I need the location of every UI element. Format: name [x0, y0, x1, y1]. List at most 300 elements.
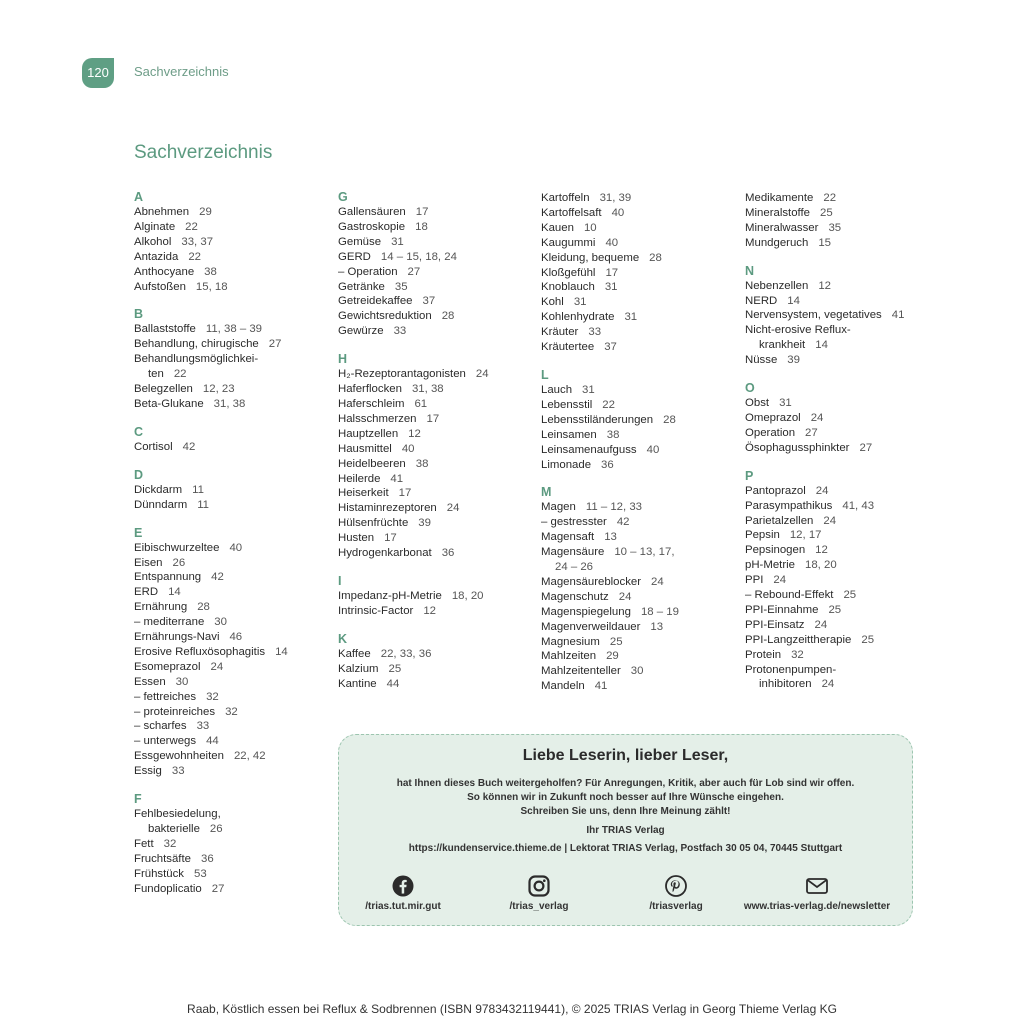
index-page-numbers: 14	[275, 645, 288, 658]
index-entry	[338, 265, 538, 280]
index-entry	[338, 235, 538, 250]
reader-feedback-box	[338, 734, 913, 926]
index-page-numbers: 11 – 12, 33	[585, 501, 643, 514]
index-term: Kloßgefühl	[541, 266, 596, 279]
index-entry	[338, 531, 538, 546]
index-entry	[134, 690, 334, 705]
index-term: Belegzellen	[134, 383, 193, 396]
index-page-numbers: 38	[606, 428, 620, 441]
index-term: Hauptzellen	[338, 427, 399, 440]
index-term: Entspannung	[134, 571, 202, 584]
index-letter-heading: I	[338, 573, 342, 588]
index-entry	[338, 457, 538, 472]
index-entry	[541, 251, 741, 266]
index-page-numbers: 17	[605, 266, 619, 279]
index-term: Kleidung, bequeme	[541, 251, 640, 264]
index-letter-heading: H	[338, 352, 348, 367]
section-title: Sachverzeichnis	[134, 142, 273, 163]
index-term: Parietalzellen	[745, 514, 814, 527]
index-page-numbers: 31, 39	[599, 192, 632, 204]
index-entry	[134, 852, 334, 867]
index-entry	[134, 660, 334, 675]
index-term: ten	[148, 368, 164, 381]
feedback-contact[interactable]: https://kundenservice.thieme.de | Lektorat TRIAS Verlag, Postfach 30 05 04, 70445 Stuttgart	[408, 843, 843, 854]
index-page-numbers: 32	[206, 690, 219, 703]
feedback-heading: Liebe Leserin, lieber Leser,	[522, 747, 729, 764]
index-entry	[541, 221, 741, 236]
index-page-numbers: 39	[787, 354, 800, 367]
index-page-numbers: 12, 17	[789, 529, 822, 542]
index-page-numbers: 24	[814, 618, 828, 631]
index-page-numbers: 33	[171, 765, 185, 778]
index-entry	[745, 528, 945, 543]
index-term: Behandlung, chirugische	[134, 338, 259, 351]
index-letter-heading: A	[134, 190, 144, 204]
index-entry	[745, 426, 945, 441]
index-page-numbers: 24	[475, 368, 489, 381]
index-term: Protein	[745, 648, 782, 661]
index-page-numbers: 12, 23	[202, 383, 235, 396]
index-page-numbers: 11, 38 – 39	[205, 323, 263, 336]
index-term: PPI-Langzeittherapie	[745, 633, 852, 646]
social-label: www.trias-verlag.de/newsletter	[743, 901, 891, 912]
index-page-numbers: 22	[173, 368, 187, 381]
index-entry	[541, 635, 741, 650]
index-entry	[134, 570, 334, 585]
index-page-numbers: 32	[163, 837, 177, 850]
index-term: GERD	[338, 250, 371, 263]
feedback-signature: Ihr TRIAS Verlag	[586, 825, 665, 836]
index-term: Kartoffelsaft	[541, 206, 602, 219]
index-term: Esomeprazol	[134, 660, 201, 673]
facebook-icon	[392, 875, 414, 897]
index-entry	[134, 764, 334, 779]
index-entry	[338, 382, 538, 397]
index-entry	[745, 499, 945, 514]
index-page-numbers: 31	[604, 281, 618, 294]
pinterest-icon	[665, 875, 687, 897]
index-term: Halsschmerzen	[338, 412, 417, 425]
index-page-numbers: 13	[604, 531, 617, 544]
index-term: Mandeln	[541, 680, 585, 693]
index-entry	[338, 589, 538, 604]
feedback-text	[339, 777, 912, 819]
index-entry	[745, 396, 945, 411]
index-term: Kartoffeln	[541, 192, 590, 204]
index-term: Lebensstiländerungen	[541, 413, 654, 426]
index-entry	[134, 280, 334, 295]
index-entry	[541, 515, 741, 530]
index-term: Nüsse	[745, 354, 778, 367]
index-entry	[745, 338, 945, 353]
index-page-numbers: 24	[823, 514, 837, 527]
index-term: Dünndarm	[134, 498, 188, 511]
index-page-numbers: 29	[199, 206, 212, 218]
index-term: Kräutertee	[541, 341, 595, 354]
index-term: Magensaft	[541, 531, 595, 544]
index-term: Kohl	[541, 296, 564, 309]
index-term: Protonenpumpen-	[745, 663, 837, 676]
index-term: Getreidekaffee	[338, 295, 413, 308]
index-entry	[541, 649, 741, 664]
index-term: Intrinsic-Factor	[338, 604, 414, 617]
index-page-numbers: 35	[828, 221, 842, 234]
index-entry	[134, 600, 334, 615]
index-letter-heading: N	[745, 263, 755, 278]
index-term: Dickdarm	[134, 483, 183, 496]
index-entry	[134, 352, 334, 367]
index-page-numbers: 28	[197, 601, 210, 614]
index-entry	[134, 397, 334, 412]
index-page-numbers: 31, 38	[411, 383, 444, 396]
feedback-line: Schreiben Sie uns, denn Ihre Meinung zählt!	[520, 806, 731, 817]
index-page-numbers: 17	[426, 412, 440, 425]
index-page-numbers: 32	[225, 705, 238, 718]
index-entry	[541, 383, 741, 398]
index-page-numbers: 25	[609, 635, 623, 648]
index-letter-heading: D	[134, 467, 144, 482]
index-entry	[338, 309, 538, 324]
index-term: Operation	[745, 426, 796, 439]
index-page-numbers: 12	[815, 544, 828, 557]
index-term: Eisen	[134, 556, 163, 569]
index-term: Magensäureblocker	[541, 575, 642, 588]
index-term: Hydrogenkarbonat	[338, 547, 432, 560]
index-term: ERD	[134, 586, 159, 599]
index-entry	[338, 205, 538, 220]
index-entry	[745, 206, 945, 221]
index-entry	[541, 310, 741, 325]
index-term: Ernährung	[134, 601, 188, 614]
index-page-numbers: 41	[390, 472, 404, 485]
index-entry	[541, 605, 741, 620]
index-page-numbers: 38	[204, 265, 217, 278]
index-entry	[745, 618, 945, 633]
index-term: inhibitoren	[759, 678, 812, 691]
index-entry	[338, 662, 538, 677]
page-number-badge: 120	[82, 58, 114, 88]
index-term: Abnehmen	[134, 206, 190, 218]
index-page-numbers: 27	[805, 426, 818, 439]
index-entry	[134, 822, 334, 837]
index-term: Lebensstil	[541, 398, 593, 411]
index-page-numbers: 36	[601, 458, 614, 471]
index-entry	[338, 412, 538, 427]
index-entry	[541, 236, 741, 251]
index-term: Husten	[338, 532, 375, 545]
index-term: Leinsamen	[541, 428, 597, 441]
index-term: Histaminrezeptoren	[338, 502, 437, 515]
index-letter-heading: F	[134, 792, 142, 807]
index-page-numbers: 42	[182, 440, 196, 453]
index-page-numbers: 18 – 19	[640, 605, 679, 618]
index-entry	[338, 647, 538, 662]
index-page-numbers: 25	[820, 206, 833, 219]
index-entry	[134, 322, 334, 337]
index-letter-heading: O	[745, 381, 755, 396]
index-term: Heiserkeit	[338, 487, 389, 500]
index-page-numbers: 33	[588, 326, 602, 339]
index-letter-heading: L	[541, 367, 549, 382]
index-term: Ballaststoffe	[134, 323, 196, 336]
index-entry	[541, 458, 741, 473]
index-page-numbers: 42	[211, 571, 224, 584]
index-entry	[134, 205, 334, 220]
index-term: Ernährungs-Navi	[134, 631, 220, 644]
social-label: /trias_verlag	[509, 901, 569, 912]
index-page-numbers: 31	[582, 383, 595, 396]
mail-icon	[805, 875, 829, 897]
index-term: Fruchtsäfte	[134, 852, 191, 865]
index-entry	[745, 677, 945, 692]
index-entry	[541, 560, 741, 575]
index-term: – fettreiches	[134, 690, 197, 703]
index-column-4	[745, 191, 945, 692]
index-page-numbers: 41, 43	[842, 499, 875, 512]
index-term: Alkohol	[134, 235, 172, 248]
index-entry	[134, 719, 334, 734]
index-entry	[745, 221, 945, 236]
index-entry	[338, 501, 538, 516]
index-term: Nicht-erosive Reflux-	[745, 324, 851, 337]
index-term: Frühstück	[134, 867, 185, 880]
index-entry	[338, 220, 538, 235]
index-term: – gestresster	[541, 516, 607, 529]
index-entry	[134, 882, 334, 897]
index-page-numbers: 12	[423, 604, 436, 617]
index-entry	[745, 411, 945, 426]
index-page-numbers: 40	[401, 442, 415, 455]
index-page-numbers: 40	[646, 443, 660, 456]
index-term: Eibischwurzeltee	[134, 541, 220, 554]
index-page-numbers: 10 – 13, 17,	[614, 546, 675, 559]
index-entry	[134, 630, 334, 645]
index-entry	[745, 308, 945, 323]
index-term: Impedanz-pH-Metrie	[338, 589, 442, 602]
index-entry	[134, 585, 334, 600]
index-entry	[338, 397, 538, 412]
index-term: Kohlenhydrate	[541, 311, 615, 324]
index-entry	[338, 677, 538, 692]
index-term: Mahlzeitenteller	[541, 665, 621, 678]
index-entry	[541, 413, 741, 428]
index-page-numbers: 14	[787, 294, 800, 307]
index-entry	[745, 484, 945, 499]
index-entry	[134, 367, 334, 382]
index-term: Limonade	[541, 458, 592, 471]
index-term: Fehlbesiedelung,	[134, 808, 221, 821]
social-links	[339, 875, 912, 915]
index-page-numbers: 24	[821, 678, 835, 691]
index-term: krankheit	[759, 339, 806, 352]
index-term: Heidelbeeren	[338, 457, 406, 470]
index-column-1	[134, 190, 334, 897]
index-term: Gewürze	[338, 325, 384, 338]
index-entry	[134, 541, 334, 556]
index-entry	[134, 749, 334, 764]
index-page-numbers: 31	[624, 311, 638, 324]
index-page-numbers: 40	[611, 206, 625, 219]
index-page-numbers: 27	[268, 338, 282, 351]
index-entry	[338, 294, 538, 309]
index-page-numbers: 18, 20	[451, 589, 484, 602]
index-page-numbers: 17	[384, 532, 397, 545]
index-page-numbers: 14	[815, 339, 828, 352]
index-term: NERD	[745, 294, 778, 307]
index-term: Essig	[134, 765, 162, 778]
index-term: Hausmittel	[338, 442, 392, 455]
index-page-numbers: 41	[891, 309, 905, 322]
index-term: Behandlungsmöglichkei-	[134, 353, 259, 366]
index-page-numbers: 22, 42	[233, 750, 266, 763]
index-term: Gemüse	[338, 235, 382, 248]
index-page-numbers: 17	[398, 487, 412, 500]
index-page-numbers: 14 – 15, 18, 24	[380, 250, 457, 263]
index-page-numbers: 38	[415, 457, 429, 470]
index-page-numbers: 28	[649, 251, 662, 264]
index-entry	[338, 442, 538, 457]
index-entry	[134, 220, 334, 235]
index-term: Leinsamenaufguss	[541, 443, 637, 456]
index-letter-heading: M	[541, 485, 552, 500]
index-page-numbers: 36	[200, 852, 214, 865]
index-term: Ösophagussphinkter	[745, 441, 850, 454]
index-page-numbers: 25	[828, 603, 842, 616]
index-page-numbers: 26	[172, 556, 186, 569]
index-term: Knoblauch	[541, 281, 595, 294]
index-page-numbers: 33, 37	[181, 235, 214, 248]
index-letter-heading: P	[745, 468, 754, 483]
index-entry	[134, 556, 334, 571]
index-page-numbers: 17	[415, 206, 429, 218]
index-entry	[134, 675, 334, 690]
index-term: Haferschleim	[338, 397, 405, 410]
index-page-numbers: 18	[415, 220, 428, 233]
index-term: – mediterrane	[134, 616, 205, 629]
index-entry	[541, 191, 741, 206]
index-entry	[541, 575, 741, 590]
index-entry	[134, 382, 334, 397]
index-term: – proteinreiches	[134, 705, 216, 718]
social-link-newsletter[interactable]	[727, 875, 907, 912]
index-term: Magnesium	[541, 635, 600, 648]
index-entry	[338, 486, 538, 501]
index-page-numbers: 28	[441, 310, 455, 323]
index-page-numbers: 44	[206, 735, 219, 748]
index-entry	[134, 483, 334, 498]
index-entry	[338, 516, 538, 531]
index-term: Kräuter	[541, 326, 579, 339]
index-page-numbers: 22	[823, 192, 837, 204]
index-entry	[745, 353, 945, 368]
index-page-numbers: 24	[210, 660, 224, 673]
index-page-numbers: 25	[861, 633, 875, 646]
index-entry	[338, 546, 538, 561]
index-page-numbers: 14	[168, 586, 181, 599]
index-page-numbers: 24	[810, 411, 824, 424]
index-term: – scharfes	[134, 720, 187, 733]
index-entry	[745, 514, 945, 529]
index-page-numbers: 40	[605, 236, 619, 249]
index-page-numbers: 24	[446, 502, 460, 515]
index-entry	[134, 867, 334, 882]
feedback-line: So können wir in Zukunft noch besser auf Ihre Wünsche eingehen.	[467, 792, 784, 803]
index-page-numbers: 32	[791, 648, 804, 661]
index-letter-heading: B	[134, 307, 144, 322]
index-page-numbers: 37	[604, 341, 617, 354]
index-entry	[134, 734, 334, 749]
index-term: Magenschutz	[541, 590, 609, 603]
index-entry	[134, 440, 334, 455]
index-entry	[745, 279, 945, 294]
index-page-numbers: 27	[407, 265, 421, 278]
index-entry	[134, 615, 334, 630]
index-term: Fundoplicatio	[134, 882, 202, 895]
index-entry	[745, 543, 945, 558]
index-page-numbers: 41	[594, 680, 608, 693]
index-page-numbers: 30	[630, 665, 644, 678]
index-page-numbers: 27	[859, 441, 873, 454]
index-page-numbers: 31	[573, 296, 587, 309]
index-entry	[541, 206, 741, 221]
index-page-numbers: 24	[815, 484, 829, 497]
social-label: /trias.tut.mir.gut	[365, 901, 441, 912]
index-term: Magensäure	[541, 546, 605, 559]
index-term: – Operation	[338, 265, 398, 278]
index-page-numbers: 22	[188, 250, 201, 263]
index-entry	[134, 498, 334, 513]
index-term: Beta-Glukane	[134, 397, 204, 410]
index-entry	[541, 620, 741, 635]
index-page-numbers: 39	[418, 517, 431, 530]
index-entry	[338, 367, 538, 382]
index-page-numbers: 44	[386, 677, 400, 690]
index-page-numbers: 46	[229, 631, 243, 644]
index-entry	[745, 323, 945, 338]
index-page-numbers: 11	[192, 483, 204, 496]
index-page-numbers: 42	[616, 516, 630, 529]
index-entry	[338, 324, 538, 339]
feedback-line: hat Ihnen dieses Buch weitergeholfen? Für Anregungen, Kritik, aber auch für Lob sind wir offen.	[396, 778, 855, 789]
index-term: Gewichtsreduktion	[338, 310, 432, 323]
instagram-icon	[528, 875, 550, 897]
index-term: pH-Metrie	[745, 559, 796, 572]
index-entry	[134, 250, 334, 265]
index-term: Anthocyane	[134, 265, 195, 278]
index-entry	[541, 295, 741, 310]
index-entry	[745, 573, 945, 588]
index-entry	[541, 398, 741, 413]
index-entry	[745, 191, 945, 206]
index-entry	[541, 443, 741, 458]
index-letter-heading: C	[134, 424, 144, 439]
index-letter-heading: K	[338, 631, 348, 646]
index-term: Parasympathikus	[745, 499, 833, 512]
index-term: PPI-Einnahme	[745, 603, 819, 616]
index-term: bakterielle	[148, 823, 200, 835]
index-term: Magenverweildauer	[541, 620, 641, 633]
index-page-numbers: 24 – 26	[555, 561, 594, 574]
index-entry	[134, 807, 334, 822]
index-term: – unterwegs	[134, 735, 197, 748]
index-entry	[134, 705, 334, 720]
index-page-numbers: 61	[414, 397, 428, 410]
index-entry	[541, 664, 741, 679]
index-term: PPI-Einsatz	[745, 618, 805, 631]
index-entry	[338, 250, 538, 265]
running-head: Sachverzeichnis	[134, 64, 229, 79]
index-term: Getränke	[338, 280, 385, 293]
